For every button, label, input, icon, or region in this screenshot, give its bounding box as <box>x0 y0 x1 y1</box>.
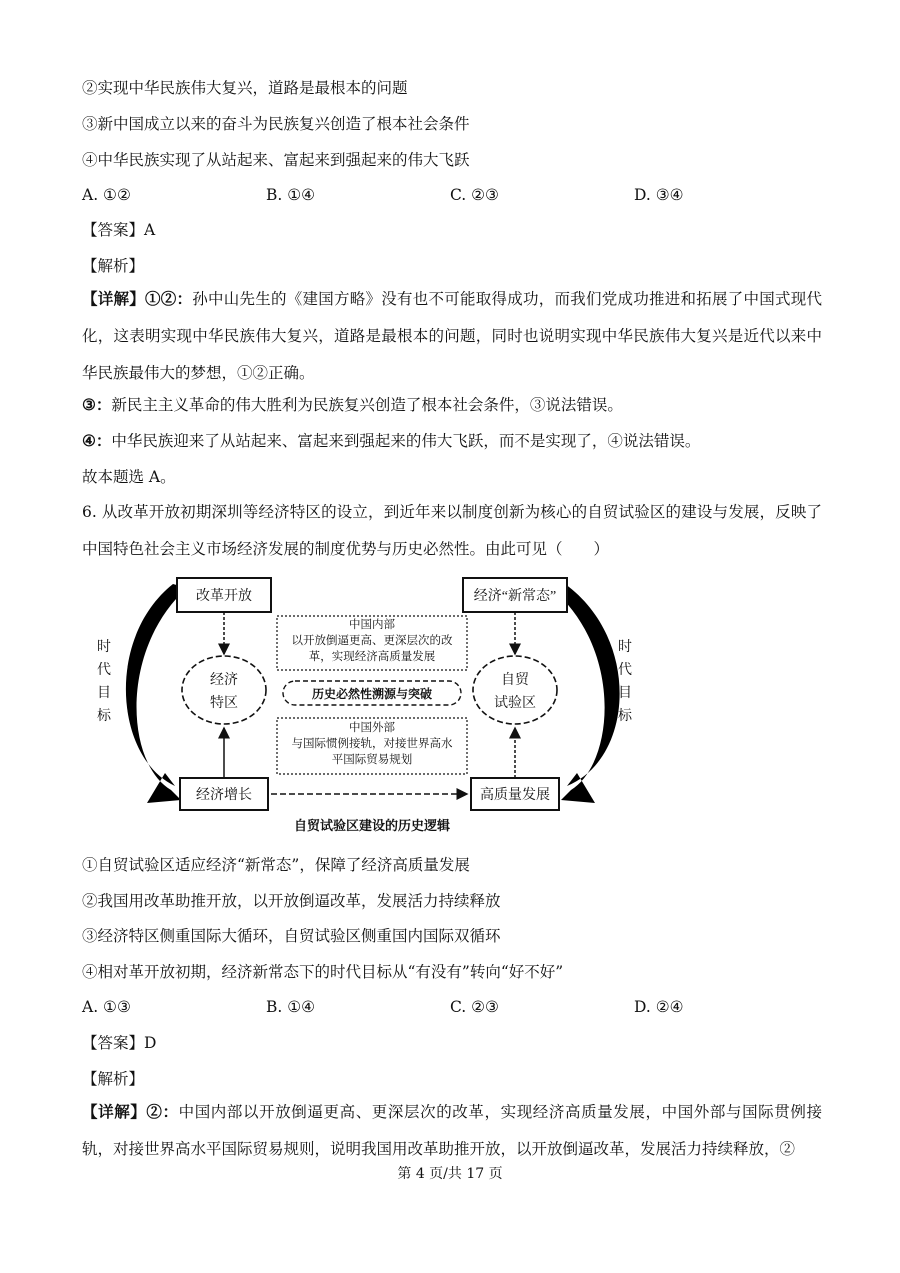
inner-external-title: 中国外部 <box>349 722 395 734</box>
ellipse-right-line2: 试验区 <box>494 696 536 711</box>
statement-4: ④中华民族实现了从站起来、富起来到强起来的伟大飞跃 <box>82 151 470 169</box>
q6-detail-prefix: 【详解】②： <box>82 1102 179 1121</box>
page-footer: 第 4 页/共 17 页 <box>397 1166 503 1182</box>
inner-domestic-line2: 革，实现经济高质量发展 <box>308 651 436 663</box>
q5-answer: 【答案】A <box>82 221 156 239</box>
right-side-label-1: 时 <box>618 640 632 655</box>
inner-external-line2: 平国际贸易规划 <box>331 754 413 766</box>
right-side-label-3: 目 <box>618 686 632 701</box>
left-side-label-4: 标 <box>97 709 111 724</box>
left-side-label-3: 目 <box>97 686 111 701</box>
q6-option-a: A. ①③ <box>82 998 131 1016</box>
q6-stem: 6. 从改革开放初期深圳等经济特区的设立，到近年来以制度创新为核心的自贸试验区的建设与发展，反映了中国特色社会主义市场经济发展的制度优势与历史必然性。由此可见（ ） <box>82 503 822 558</box>
left-side-label-1: 时 <box>97 640 111 655</box>
q5-conclusion: 故本题选 A。 <box>82 468 176 486</box>
inner-history-label: 历史必然性溯源与突破 <box>311 687 433 701</box>
ellipse-left-line1: 经济 <box>210 673 238 688</box>
inner-domestic-title: 中国内部 <box>349 619 395 631</box>
diagram-caption: 自贸试验区建设的历史逻辑 <box>293 818 451 833</box>
q6-option-b: B. ①④ <box>266 998 316 1016</box>
inner-external-line1: 与国际惯例接轨，对接世界高水 <box>291 738 453 750</box>
right-side-label-4: 标 <box>618 709 632 724</box>
box-reform-opening-label: 改革开放 <box>196 589 252 604</box>
right-era-arrow <box>551 584 620 803</box>
left-era-arrow <box>126 584 187 803</box>
ellipse-free-trade-zone <box>473 656 557 724</box>
q6-detail-paragraph <box>82 1093 822 1168</box>
statement-3: ③新中国成立以来的奋斗为民族复兴创造了根本社会条件 <box>82 115 470 133</box>
statement-2: ②实现中华民族伟大复兴，道路是最根本的问题 <box>82 79 408 97</box>
q6-detail-text: 中国内部以开放倒逼更高、更深层次的改革，实现经济高质量发展，中国外部与国际贯例接轨，对接世界高水平国际贸易规则，说明我国用改革助推开放，以开放倒逼改革，发展活力持续释放，② <box>82 1103 822 1158</box>
q5-detail-paragraph <box>82 280 822 392</box>
q5-option-c: C. ②③ <box>450 186 499 204</box>
q5-detail-line3: ③：新民主主义革命的伟大胜利为民族复兴创造了根本社会条件，③说法错误。 <box>82 395 623 414</box>
ellipse-right-line1: 自贸 <box>501 673 529 688</box>
q5-option-d: D. ③④ <box>634 186 684 204</box>
q5-option-a: A. ①② <box>82 186 131 204</box>
right-side-label-2: 代 <box>618 663 632 678</box>
q5-detail-prefix: 【详解】①②： <box>82 289 193 308</box>
q5-detail-text: 孙中山先生的《建国方略》没有也不可能取得成功，而我们党成功推进和拓展了中国式现代化，这表明实现中华民族伟大复兴，道路是最根本的问题，同时也说明实现中华民族伟大复兴是近代以来中华民族最伟大的梦想，①②正确。 <box>82 290 822 382</box>
inner-domestic-line1: 以开放倒逼更高、更深层次的改 <box>291 635 453 647</box>
left-side-label-2: 代 <box>97 663 111 678</box>
q6-item-4: ④相对革开放初期，经济新常态下的时代目标从“有没有”转向“好不好” <box>82 963 564 981</box>
q6-option-c: C. ②③ <box>450 998 499 1016</box>
box-new-normal-label: 经济“新常态” <box>473 589 557 604</box>
q6-item-3: ③经济特区侧重国际大循环，自贸试验区侧重国内国际双循环 <box>82 927 501 945</box>
q6-analysis-label: 【解析】 <box>82 1070 145 1088</box>
box-high-quality-label: 高质量发展 <box>480 788 550 803</box>
q5-detail-line4: ④：中华民族迎来了从站起来、富起来到强起来的伟大飞跃，而不是实现了，④说法错误。 <box>82 431 701 450</box>
q6-item-2: ②我国用改革助推开放，以开放倒逼改革，发展活力持续释放 <box>82 892 501 910</box>
q6-answer: 【答案】D <box>82 1034 157 1052</box>
history-logic-diagram <box>95 568 805 838</box>
q5-analysis-label: 【解析】 <box>82 257 145 275</box>
q6-item-1: ①自贸试验区适应经济“新常态”，保障了经济高质量发展 <box>82 856 470 874</box>
ellipse-special-economic-zone <box>182 656 266 724</box>
ellipse-left-line2: 特区 <box>210 696 238 711</box>
q5-option-b: B. ①④ <box>266 186 316 204</box>
q6-option-d: D. ②④ <box>634 998 684 1016</box>
box-economic-growth-label: 经济增长 <box>196 788 252 803</box>
